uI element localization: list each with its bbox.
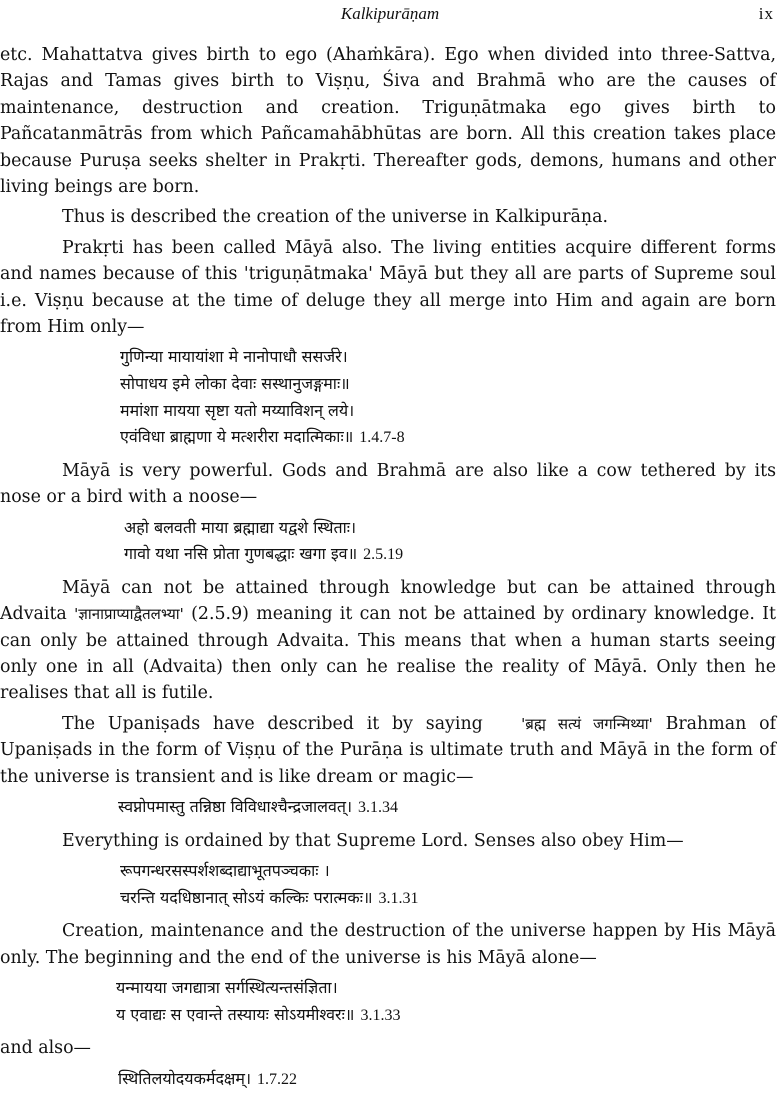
verse-reference: 2.5.19	[363, 546, 404, 564]
verse-line: सोपाधय इमे लोका देवाः सस्थानुजङ्गमाः॥	[120, 374, 350, 394]
verse-reference: 3.1.33	[360, 1006, 401, 1024]
verse-line: रूपगन्धरसस्पर्शशब्दाद्याभूतपञ्चकाः ।	[120, 861, 330, 881]
paragraph-2: Thus is described the creation of the universe in Kalkipurāṇa.	[62, 207, 608, 228]
verse-6	[0, 1066, 776, 1094]
paragraph-1: etc. Mahattatva gives birth to ego (Ahaṁkāra). Ego when divided into three-Sattva, Rajas and Tamas gives birth to Viṣṇu, Śiva and Brahmā who are the causes of maintenance, destruction and creation. Triguṇātmaka ego gives birth to Pañcatanmātrās from which Pañcamahābhūtas are born. All this creation takes place because Puruṣa seeks shelter in Prakṛti. Thereafter gods, demons, humans and other living beings are born.	[0, 45, 776, 198]
paragraph-6-text-a: The Upaniṣads have described it by saying	[62, 713, 483, 734]
verse-reference: 1.4.7-8	[359, 429, 405, 447]
verse-5	[0, 975, 776, 1029]
sanskrit-quote: 'ब्रह्म सत्यं जगन्मिथ्या'	[521, 714, 653, 733]
verse-line: एवंविधा ब्राह्मणा ये मत्शरीरा मदात्मिकाः॥	[120, 427, 354, 447]
verse-line: ममांशा मायया सृष्टा यतो मय्याविशन् लये।	[120, 400, 355, 420]
verse-line: य एवाद्यः स एवान्ते तस्यायः सोऽयमीश्वरः॥	[116, 1004, 355, 1024]
paragraph-6	[0, 711, 776, 790]
verse-line: गुणिन्या मायायांशा मे नानोपाधौ ससर्जरे।	[120, 347, 348, 367]
paragraph-8: Creation, maintenance and the destruction of the universe happen by His Māyā only. The beginning and the end of the universe is his Māyā alone—	[0, 921, 776, 968]
verse-line: यन्मायया जगद्यात्रा सर्गस्थित्यन्तसंज्ञिता।	[116, 978, 338, 998]
running-title: Kalkipurāṇam	[340, 4, 440, 23]
paragraph-5	[0, 575, 776, 707]
verse-3	[0, 794, 776, 822]
page-body	[0, 42, 776, 1099]
page-number: ix	[758, 4, 774, 23]
verse-line: अहो बलवती माया ब्रह्माद्या यद्वशे स्थिताः।	[124, 517, 357, 537]
paragraph-7: Everything is ordained by that Supreme Lord. Senses also obey Him—	[62, 830, 684, 851]
paragraph-3: Prakṛti has been called Māyā also. The living entities acquire different forms and names because of this 'triguṇātmaka' Māyā but they all are parts of Supreme soul i.e. Viṣṇu because at the time of deluge they all merge into Him and again are born from Him only—	[0, 237, 776, 338]
paragraph-5-text-a: Māyā can not be attained through knowledge but can be attained through Advaita	[0, 577, 776, 625]
verse-2	[0, 515, 776, 569]
verse-reference: 1.7.22	[257, 1070, 298, 1088]
verse-reference: 3.1.34	[358, 799, 399, 817]
verse-line: चरन्ति यदधिष्ठानात् सोऽयं कल्किः परात्मकः॥	[120, 887, 373, 907]
paragraph-5-text-b: (2.5.9) meaning it can not be attained by ordinary knowledge. It can only be attained through Advaita. This means that when a human starts seeing only one in all (Advaita) then only can he realise the reality of Māyā. Only then he realises that all is futile.	[0, 604, 777, 704]
verse-line: स्वप्नोपमास्तु तन्निष्ठा विविधाश्चैन्द्रजालवत्।	[118, 797, 353, 817]
paragraph-9: and also—	[0, 1038, 91, 1059]
verse-line: गावो यथा नसि प्रोता गुणबद्धाः खगा इव॥	[124, 544, 358, 564]
verse-1	[0, 344, 776, 451]
verse-reference: 3.1.31	[378, 889, 419, 907]
sanskrit-quote: 'ज्ञानाप्राप्याद्वैतलभ्या'	[74, 605, 184, 624]
verse-line: स्थितिलयोदयकर्मदक्षम्।	[118, 1068, 252, 1088]
paragraph-6-text-b: Brahman of Upaniṣads in the form of Viṣṇu of the Purāṇa is ultimate truth and Māyā in the form of the universe is transient and is like dream or magic—	[0, 713, 777, 787]
verse-4	[0, 858, 776, 912]
page-header	[0, 4, 780, 28]
paragraph-4: Māyā is very powerful. Gods and Brahmā are also like a cow tethered by its nose or a bird with a noose—	[0, 460, 776, 508]
